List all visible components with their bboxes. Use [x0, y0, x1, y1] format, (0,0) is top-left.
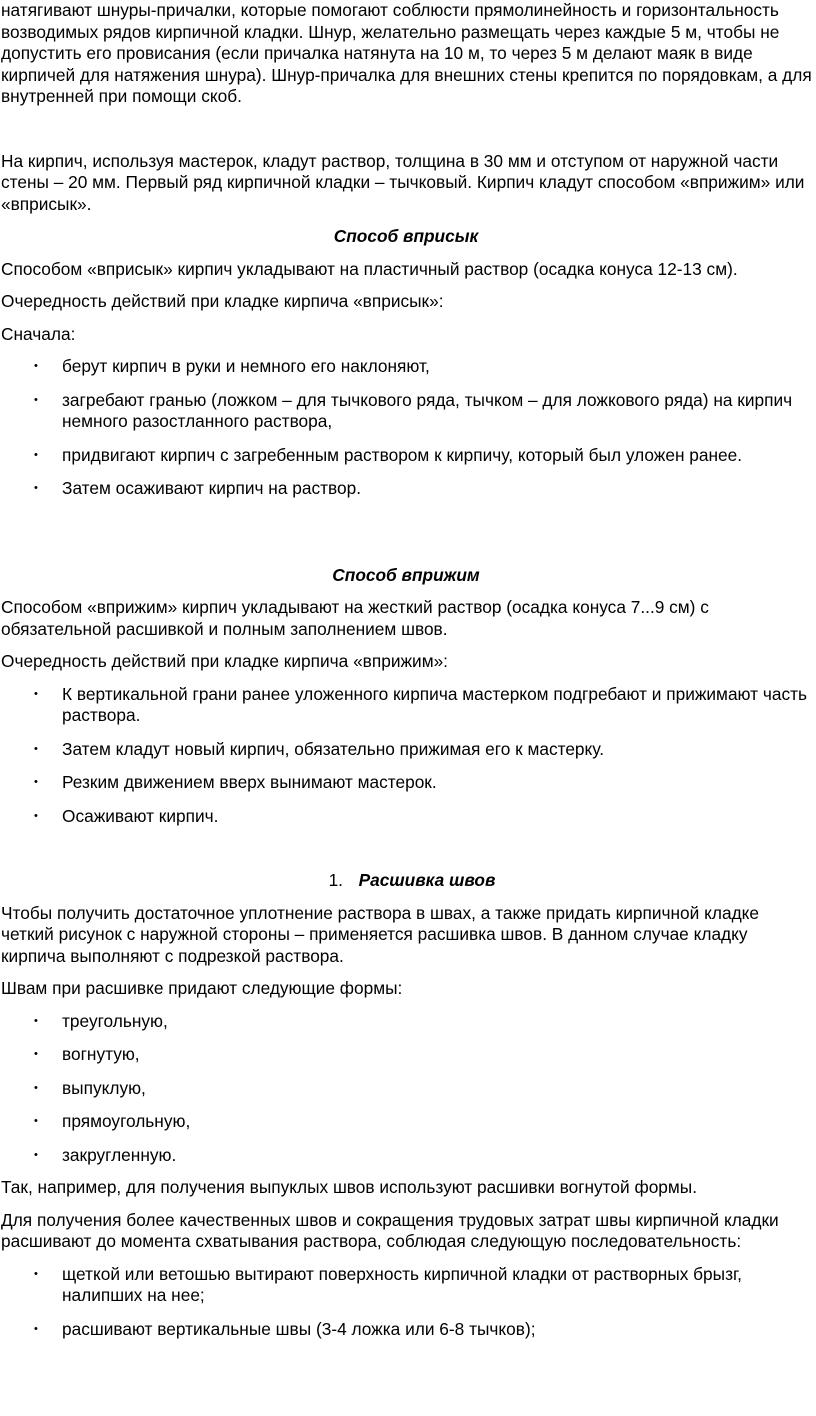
bullet-icon: •: [34, 687, 38, 700]
list-item: • придвигают кирпич с загребенным раствором к кирпичу, который был уложен ранее.: [34, 444, 743, 465]
mortar-paragraph: На кирпич, используя мастерок, кладут раствор, толщина в 30 мм и отступом от наружной части стены – 20 мм. Первый ряд кирпичной кладки – тычковый. Кирпич кладут способом «вприжим» или «вприсык».: [1, 150, 805, 214]
section-title: Расшивка швов: [358, 870, 496, 890]
list-item: • закругленную.: [34, 1144, 177, 1165]
list-item: • треугольную,: [34, 1010, 168, 1031]
bullet-icon: •: [34, 393, 38, 406]
rasshivka-sequence-list: [0, 1264, 812, 1341]
list-item: • расшивают вертикальные швы (3-4 ложка или 6-8 тычков);: [34, 1318, 536, 1339]
list-item: • берут кирпич в руки и немного его наклоняют,: [34, 356, 430, 376]
list-item: • щеткой или ветошью вытирают поверхность кирпичной кладки от растворных брызг, налипших на нее;: [34, 1263, 742, 1305]
vprisyk-first-label: Сначала:: [1, 323, 76, 344]
intro-paragraph: натягивают шнуры-причалки, которые помогают соблюсти прямолинейность и горизонтальность возводимых рядов кирпичной кладки. Шнур, желательно размещать через каждые 5 м, чтобы не допустить его провисания (если причалка натянута на 10 м, то через 5 м делают маяк в виде кирпичей для натяжения шнура). Шнур-причалка для внешних стены крепится по порядовкам, а для внутренней при помощи скоб.: [1, 0, 812, 106]
rasshivka-forms-list: [0, 1011, 812, 1167]
bullet-icon: •: [34, 482, 38, 494]
rasshivka-description: Чтобы получить достаточное уплотнение раствора в швах, а также придать кирпичной кладке четкий рисунок с наружной стороны – применяется расшивка швов. В данном случае кладку кирпича выполняют с подрезкой раствора.: [1, 902, 760, 966]
bullet-icon: •: [34, 1322, 38, 1335]
list-item: • выпуклую,: [34, 1077, 146, 1098]
bullet-icon: •: [34, 360, 38, 372]
list-item: • Резким движением вверх вынимают мастерок.: [34, 772, 437, 792]
bullet-icon: •: [34, 1014, 38, 1027]
vprisyk-order-label: Очередность действий при кладке кирпича «вприсык»:: [1, 291, 444, 311]
vprizhim-description: Способом «вприжим» кирпич укладывают на жесткий раствор (осадка конуса 7...9 см) с обязательной расшивкой и полным заполнением швов.: [1, 597, 709, 639]
bullet-icon: •: [34, 1115, 38, 1127]
section-number: 1.: [328, 870, 343, 890]
list-item: • вогнутую,: [34, 1044, 140, 1064]
bullet-icon: •: [34, 1081, 38, 1094]
bullet-icon: •: [34, 809, 38, 822]
section-heading-vprisyk: Способ вприсык: [333, 226, 479, 246]
list-item: • загребают гранью (ложком – для тычкового ряда, тычком – для ложкового ряда) на кирпич немного разостланного раствора,: [34, 389, 793, 431]
section-heading-vprizhim: Способ вприжим: [332, 564, 480, 585]
rasshivka-quality-paragraph: Для получения более качественных швов и сокращения трудовых затрат швы кирпичной кладки расшивают до момента схватывания раствора, соблюдая следующую последовательность:: [1, 1209, 779, 1251]
section-heading-rasshivka: [0, 870, 812, 892]
bullet-icon: •: [34, 1267, 38, 1280]
spacer: [0, 511, 812, 565]
list-item: • Затем кладут новый кирпич, обязательно прижимая его к мастерку.: [34, 738, 605, 759]
spacer: [0, 838, 812, 870]
bullet-icon: •: [34, 742, 38, 755]
rasshivka-forms-label: Швам при расшивке придают следующие формы:: [1, 978, 403, 998]
list-item: • К вертикальной грани ранее уложенного кирпича мастерком подгребают и прижимают часть раствора.: [34, 683, 808, 725]
rasshivka-example: Так, например, для получения выпуклых швов используют расшивки вогнутой формы.: [1, 1177, 698, 1197]
bullet-icon: •: [34, 448, 38, 461]
vprizhim-steps-list: [0, 684, 812, 828]
list-item: • Осаживают кирпич.: [34, 805, 219, 826]
vprisyk-description: Способом «вприсык» кирпич укладывают на пластичный раствор (осадка конуса 12-13 см).: [1, 258, 738, 279]
bullet-icon: •: [34, 1148, 38, 1161]
list-item: • Затем осаживают кирпич на раствор.: [34, 478, 362, 498]
bullet-icon: •: [34, 776, 38, 788]
vprisyk-steps-list: [0, 356, 812, 500]
list-item: • прямоугольную,: [34, 1111, 191, 1131]
bullet-icon: •: [34, 1048, 38, 1060]
spacer: [0, 108, 812, 151]
vprizhim-order-label: Очередность действий при кладке кирпича «вприжим»:: [1, 651, 448, 671]
